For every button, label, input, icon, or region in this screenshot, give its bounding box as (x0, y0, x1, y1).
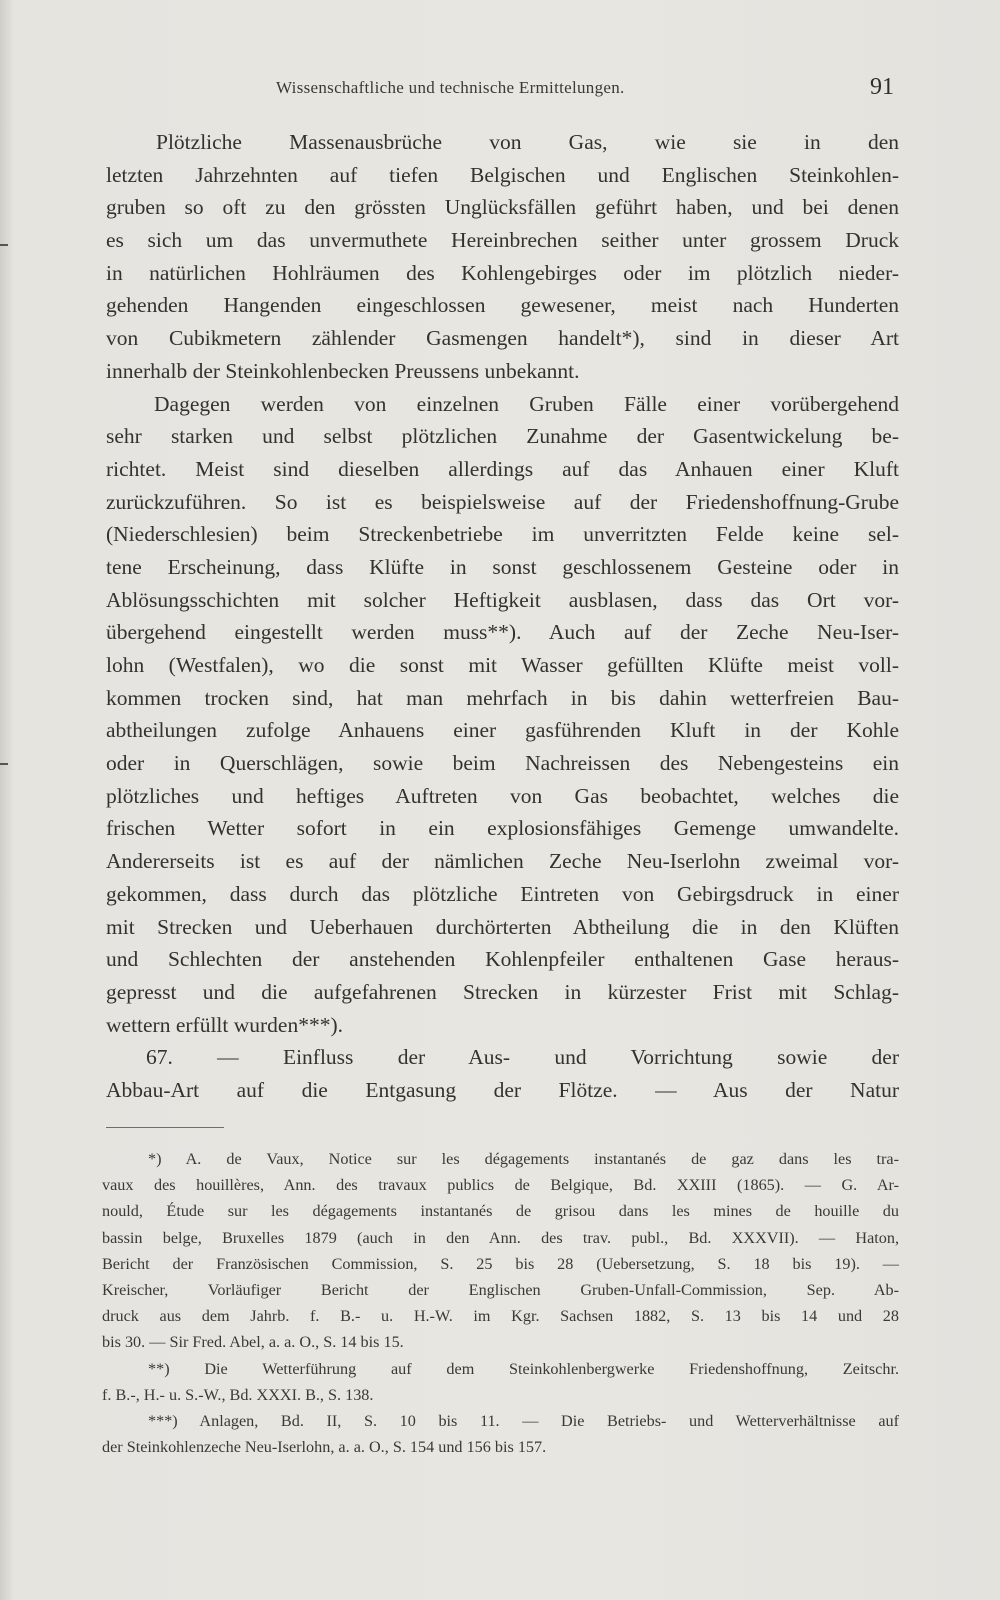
text-line: gehenden Hangenden eingeschlossen gewesener, meist nach Hunderten (106, 293, 899, 318)
section-heading-line: Abbau-Art auf die Entgasung der Flötze. — Aus der Natur (106, 1077, 899, 1102)
text-line: mit Strecken und Ueberhauen durchörterten Abtheilung die in den Klüften (106, 914, 899, 939)
text-line: in natürlichen Hohlräumen des Kohlengebirges oder im plötzlich nieder- (106, 260, 899, 285)
text-line: gepresst und die aufgefahrenen Strecken in kürzester Frist mit Schlag- (106, 979, 899, 1004)
footnote-line: vaux des houillères, Ann. des travaux publics de Belgique, Bd. XXIII (1865). — G. Ar- (102, 1176, 899, 1195)
text-line: letzten Jahrzehnten auf tiefen Belgischen und Englischen Steinkohlen- (106, 162, 899, 187)
text-line: oder in Querschlägen, sowie beim Nachreissen des Nebengesteins ein (106, 751, 899, 776)
section-heading-line: 67. — Einfluss der Aus- und Vorrichtung sowie der (146, 1045, 899, 1070)
footnote-line: bis 30. — Sir Fred. Abel, a. a. O., S. 14 bis 15. (102, 1333, 404, 1352)
footnote-line: Bericht der Französischen Commission, S. 25 bis 28 (Uebersetzung, S. 18 bis 19). — (102, 1254, 899, 1273)
text-line: es sich um das unvermuthete Hereinbrechen seither unter grossem Druck (106, 228, 899, 253)
footnote-divider (106, 1127, 224, 1128)
text-line: und Schlechten der anstehenden Kohlenpfeiler enthaltenen Gase heraus- (106, 947, 899, 972)
footnote-line: **) Die Wetterführung auf dem Steinkohlenbergwerke Friedenshoffnung, Zeitschr. (148, 1359, 899, 1378)
text-line: innerhalb der Steinkohlenbecken Preussens unbekannt. (106, 358, 580, 383)
text-line: Ablösungsschichten mit solcher Heftigkeit ausblasen, dass das Ort vor- (106, 587, 899, 612)
footnote-line: nould, Étude sur les dégagements instantanés de grisou dans les mines de houille du (102, 1202, 899, 1221)
text-line: kommen trocken sind, hat man mehrfach in bis dahin wetterfreien Bau- (106, 685, 899, 710)
text-line: (Niederschlesien) beim Streckenbetriebe im unverritzten Felde keine sel- (106, 522, 899, 547)
text-line: zurückzuführen. So ist es beispielsweise auf der Friedenshoffnung-Grube (106, 489, 899, 514)
edge-mark (0, 244, 8, 246)
text-line: übergehend eingestellt werden muss**). Auch auf der Zeche Neu-Iser- (106, 620, 899, 645)
footnote-line: *) A. de Vaux, Notice sur les dégagements instantanés de gaz dans les tra- (148, 1150, 899, 1168)
text-line: frischen Wetter sofort in ein explosionsfähiges Gemenge umwandelte. (106, 816, 899, 841)
edge-mark (0, 763, 8, 765)
text-line: sehr starken und selbst plötzlichen Zunahme der Gasentwickelung be- (106, 424, 899, 449)
text-line: Dagegen werden von einzelnen Gruben Fälle einer vorübergehend (154, 391, 899, 416)
footnotes (102, 1146, 899, 1460)
footnote-line: f. B.-, H.- u. S.-W., Bd. XXXI. B., S. 138. (102, 1385, 374, 1404)
running-head: Wissenschaftliche und technische Ermittelungen. (276, 78, 625, 97)
text-line: abtheilungen zufolge Anhauens einer gasführenden Kluft in der Kohle (106, 718, 899, 743)
body-text (106, 126, 899, 1107)
text-line: plötzliches und heftiges Auftreten von Gas beobachtet, welches die (106, 783, 899, 808)
text-line: lohn (Westfalen), wo die sonst mit Wasser gefüllten Klüfte meist voll- (106, 653, 899, 677)
footnote-line: bassin belge, Bruxelles 1879 (auch in den Ann. des trav. publ., Bd. XXXVII). — Haton, (102, 1228, 899, 1247)
text-line: gekommen, dass durch das plötzliche Eintreten von Gebirgsdruck in einer (106, 881, 899, 906)
page-number: 91 (870, 74, 894, 100)
text-line: Andererseits ist es auf der nämlichen Zeche Neu-Iserlohn zweimal vor- (106, 849, 899, 874)
text-line: von Cubikmetern zählender Gasmengen handelt*), sind in dieser Art (106, 326, 899, 351)
text-line: tene Erscheinung, dass Klüfte in sonst geschlossenem Gesteine oder in (106, 554, 899, 579)
text-line: wettern erfüllt wurden***). (106, 1012, 344, 1037)
footnote-line: druck aus dem Jahrb. f. B.- u. H.-W. im Kgr. Sachsen 1882, S. 13 bis 14 und 28 (102, 1307, 899, 1326)
footnote-line: Kreischer, Vorläufiger Bericht der Englischen Gruben-Unfall-Commission, Sep. Ab- (102, 1280, 899, 1299)
footnote-line: der Steinkohlenzeche Neu-Iserlohn, a. a. O., S. 154 und 156 bis 157. (102, 1438, 547, 1457)
text-line: gruben so oft zu den grössten Unglücksfällen geführt haben, und bei denen (106, 195, 899, 220)
text-line: richtet. Meist sind dieselben allerdings auf das Anhauen einer Kluft (106, 456, 899, 481)
page-header (106, 76, 896, 106)
footnote-line: ***) Anlagen, Bd. II, S. 10 bis 11. — Die Betriebs- und Wetterverhältnisse auf (148, 1411, 899, 1430)
text-line: Plötzliche Massenausbrüche von Gas, wie sie in den (156, 130, 899, 154)
